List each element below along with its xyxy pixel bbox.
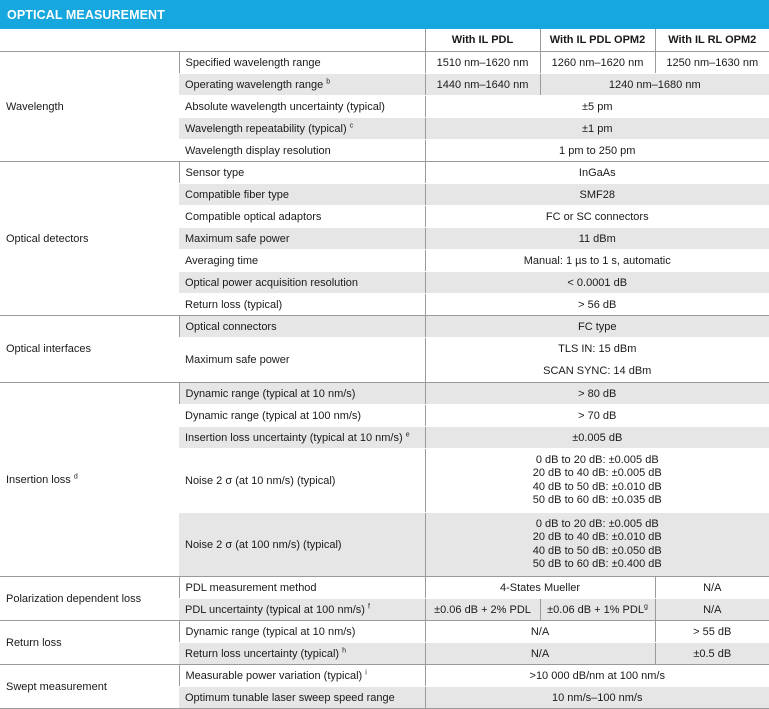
column-header-il-pdl-opm2: With IL PDL OPM2	[540, 29, 655, 52]
value-cell: > 55 dB	[655, 621, 769, 643]
param-cell: Wavelength display resolution	[179, 140, 425, 162]
group-label-swept-measurement: Swept measurement	[0, 665, 179, 709]
param-cell: Specified wavelength range	[179, 52, 425, 74]
group-label-optical-interfaces: Optical interfaces	[0, 316, 179, 383]
table-row	[0, 665, 769, 687]
value-cell: 1440 nm–1640 nm	[425, 74, 540, 96]
section-title-bar	[0, 0, 769, 29]
group-label-insertion-loss: Insertion loss $^d$	[0, 383, 179, 577]
value-cell: N/A	[425, 621, 655, 643]
value-line: 50 dB to 60 dB: ±0.035 dB	[532, 494, 662, 506]
column-header-il-rl-opm2: With IL RL OPM2	[655, 29, 769, 52]
spec-table	[0, 29, 769, 709]
value-cell: FC or SC connectors	[425, 206, 769, 228]
value-cell	[425, 513, 769, 577]
value-cell: 11 dBm	[425, 228, 769, 250]
param-cell: Wavelength repeatability (typical) $^c$	[179, 118, 425, 140]
value-line: 20 dB to 40 dB: ±0.005 dB	[532, 467, 662, 479]
blank-header-cell	[0, 29, 179, 52]
value-cell: < 0.0001 dB	[425, 272, 769, 294]
table-row	[0, 52, 769, 74]
value-line: 0 dB to 20 dB: ±0.005 dB	[535, 453, 659, 466]
param-cell: Optical power acquisition resolution	[179, 272, 425, 294]
value-line: TLS IN: 15 dBm	[558, 343, 637, 355]
param-cell: Dynamic range (typical at 10 nm/s)	[179, 621, 425, 643]
param-cell: Return loss (typical)	[179, 294, 425, 316]
value-cell: N/A	[425, 643, 655, 665]
table-row	[0, 316, 769, 338]
value-cell: ±1 pm	[425, 118, 769, 140]
value-cell: > 80 dB	[425, 383, 769, 405]
footnote-marker: i	[365, 668, 367, 676]
value-cell: 1240 nm–1680 nm	[540, 74, 769, 96]
value-cell: 10 nm/s–100 nm/s	[425, 687, 769, 709]
value-cell: N/A	[655, 577, 769, 599]
footnote-marker: g	[643, 602, 648, 610]
param-cell: Dynamic range (typical at 100 nm/s)	[179, 405, 425, 427]
param-cell: Maximum safe power	[179, 228, 425, 250]
footnote-marker: c	[349, 121, 354, 129]
value-cell: Manual: 1 µs to 1 s, automatic	[425, 250, 769, 272]
value-cell: 1250 nm–1630 nm	[655, 52, 769, 74]
table-row	[0, 383, 769, 405]
footnote-marker: f	[368, 602, 370, 610]
column-header-il-pdl: With IL PDL	[425, 29, 540, 52]
table-row	[0, 577, 769, 599]
param-cell: Compatible optical adaptors	[179, 206, 425, 228]
param-cell: Measurable power variation (typical) $^i$	[179, 665, 425, 687]
group-label-pdl: Polarization dependent loss	[0, 577, 179, 621]
param-cell: PDL uncertainty (typical at 100 nm/s) $^f$	[179, 599, 425, 621]
param-cell: Return loss uncertainty (typical) $^h$	[179, 643, 425, 665]
value-cell	[425, 449, 769, 513]
section-title: OPTICAL MEASUREMENT	[7, 8, 165, 22]
table-row	[0, 621, 769, 643]
group-label-wavelength: Wavelength	[0, 52, 179, 162]
param-cell: Maximum safe power	[179, 338, 425, 383]
value-line: 50 dB to 60 dB: ±0.400 dB	[532, 558, 662, 570]
column-header-row	[0, 29, 769, 52]
value-cell: FC type	[425, 316, 769, 338]
value-cell: > 70 dB	[425, 405, 769, 427]
value-cell: ±0.005 dB	[425, 427, 769, 449]
param-cell: Insertion loss uncertainty (typical at 10 nm/s) $^e$	[179, 427, 425, 449]
value-cell: ±5 pm	[425, 96, 769, 118]
footnote-marker: h	[342, 646, 347, 654]
footnote-marker: b	[326, 77, 331, 85]
value-cell: ±0.06 dB + 2% PDL	[425, 599, 540, 621]
value-cell: 1 pm to 250 pm	[425, 140, 769, 162]
param-cell: Noise 2 σ (at 10 nm/s) (typical)	[179, 449, 425, 513]
param-cell: Optimum tunable laser sweep speed range	[179, 687, 425, 709]
value-line: 0 dB to 20 dB: ±0.005 dB	[535, 517, 659, 530]
param-cell: PDL measurement method	[179, 577, 425, 599]
value-line: 20 dB to 40 dB: ±0.010 dB	[532, 531, 662, 543]
value-cell: ±0.5 dB	[655, 643, 769, 665]
value-cell: 1510 nm–1620 nm	[425, 52, 540, 74]
footnote-marker: e	[405, 430, 410, 438]
value-line: 40 dB to 50 dB: ±0.010 dB	[532, 480, 662, 493]
value-cell	[425, 338, 769, 383]
value-cell: >10 000 dB/nm at 100 nm/s	[425, 665, 769, 687]
value-cell: 1260 nm–1620 nm	[540, 52, 655, 74]
value-cell: SMF28	[425, 184, 769, 206]
value-cell: N/A	[655, 599, 769, 621]
value-line: 40 dB to 50 dB: ±0.050 dB	[532, 544, 662, 557]
param-cell: Compatible fiber type	[179, 184, 425, 206]
param-cell: Optical connectors	[179, 316, 425, 338]
group-label-return-loss: Return loss	[0, 621, 179, 665]
param-cell: Dynamic range (typical at 10 nm/s)	[179, 383, 425, 405]
param-cell: Sensor type	[179, 162, 425, 184]
value-cell: InGaAs	[425, 162, 769, 184]
param-cell: Noise 2 σ (at 100 nm/s) (typical)	[179, 513, 425, 577]
param-cell: Averaging time	[179, 250, 425, 272]
param-cell: Operating wavelength range $^b$	[179, 74, 425, 96]
group-label-optical-detectors: Optical detectors	[0, 162, 179, 316]
value-cell: > 56 dB	[425, 294, 769, 316]
footnote-marker: d	[73, 472, 78, 480]
param-cell: Absolute wavelength uncertainty (typical)	[179, 96, 425, 118]
blank-header-cell	[179, 29, 425, 52]
value-line: SCAN SYNC: 14 dBm	[543, 365, 652, 377]
table-row	[0, 162, 769, 184]
value-cell: 4-States Mueller	[425, 577, 655, 599]
value-cell: ±0.06 dB + 1% PDL$^g$	[540, 599, 655, 621]
